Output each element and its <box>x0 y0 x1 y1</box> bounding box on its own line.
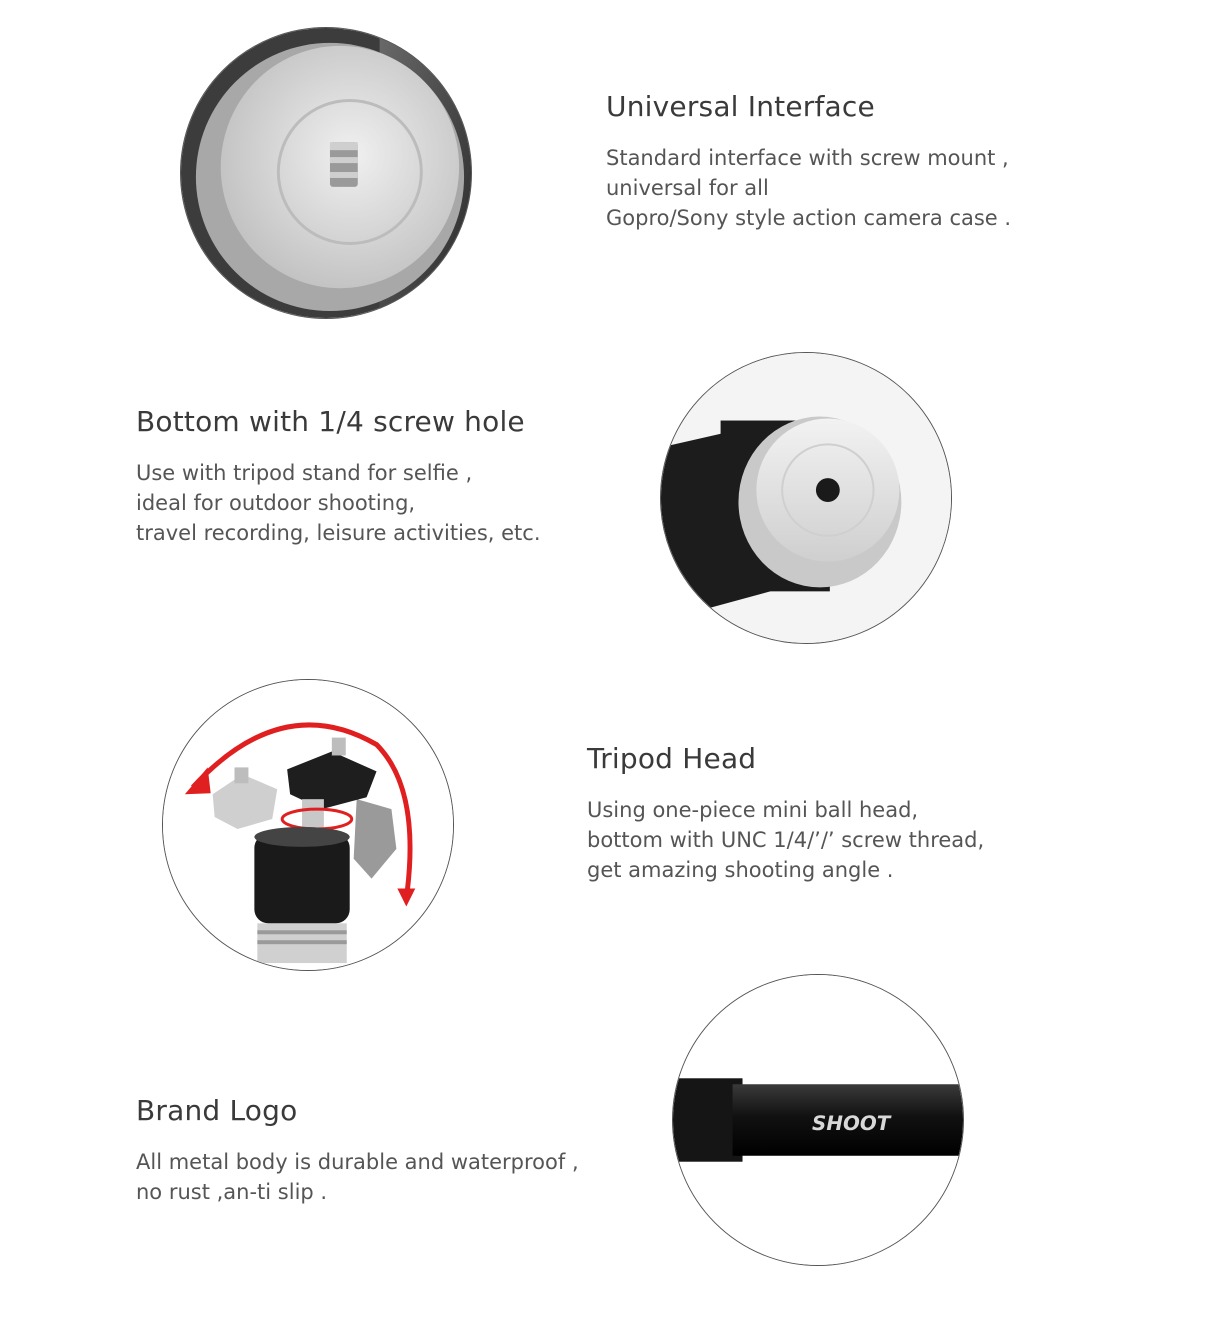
brand-logo-image <box>672 974 964 1266</box>
tripod-head-illustration <box>163 680 453 970</box>
screw-mount-illustration <box>181 28 471 318</box>
feature-text: universal for all <box>606 176 769 200</box>
feature-text: All metal body is durable and waterproof , <box>136 1150 579 1174</box>
feature-bottom-screw-hole <box>136 405 541 548</box>
screw-mount-image <box>180 27 472 319</box>
feature-text: no rust ,an-ti slip . <box>136 1180 328 1204</box>
feature-title: Universal Interface <box>606 90 875 123</box>
tripod-head-image <box>162 679 454 971</box>
screw-hole-image <box>660 352 952 644</box>
feature-text: bottom with UNC 1/4/’/’ screw thread, <box>587 828 985 852</box>
feature-brand-logo <box>136 1094 579 1207</box>
feature-title: Brand Logo <box>136 1094 298 1127</box>
feature-text: Gopro/Sony style action camera case . <box>606 206 1012 230</box>
feature-text: Using one-piece mini ball head, <box>587 798 919 822</box>
brand-logo-text: SHOOT <box>812 1111 891 1135</box>
feature-text: Use with tripod stand for selfie , <box>136 461 473 485</box>
brand-logo-illustration <box>673 975 963 1265</box>
feature-universal-interface <box>606 90 1011 233</box>
screw-hole-illustration <box>661 353 951 643</box>
feature-text: ideal for outdoor shooting, <box>136 491 416 515</box>
feature-text: Standard interface with screw mount , <box>606 146 1009 170</box>
feature-text: get amazing shooting angle . <box>587 858 894 882</box>
feature-title: Bottom with 1/4 screw hole <box>136 405 525 438</box>
feature-text: travel recording, leisure activities, etc. <box>136 521 541 545</box>
feature-tripod-head <box>587 742 984 885</box>
feature-title: Tripod Head <box>587 742 757 775</box>
